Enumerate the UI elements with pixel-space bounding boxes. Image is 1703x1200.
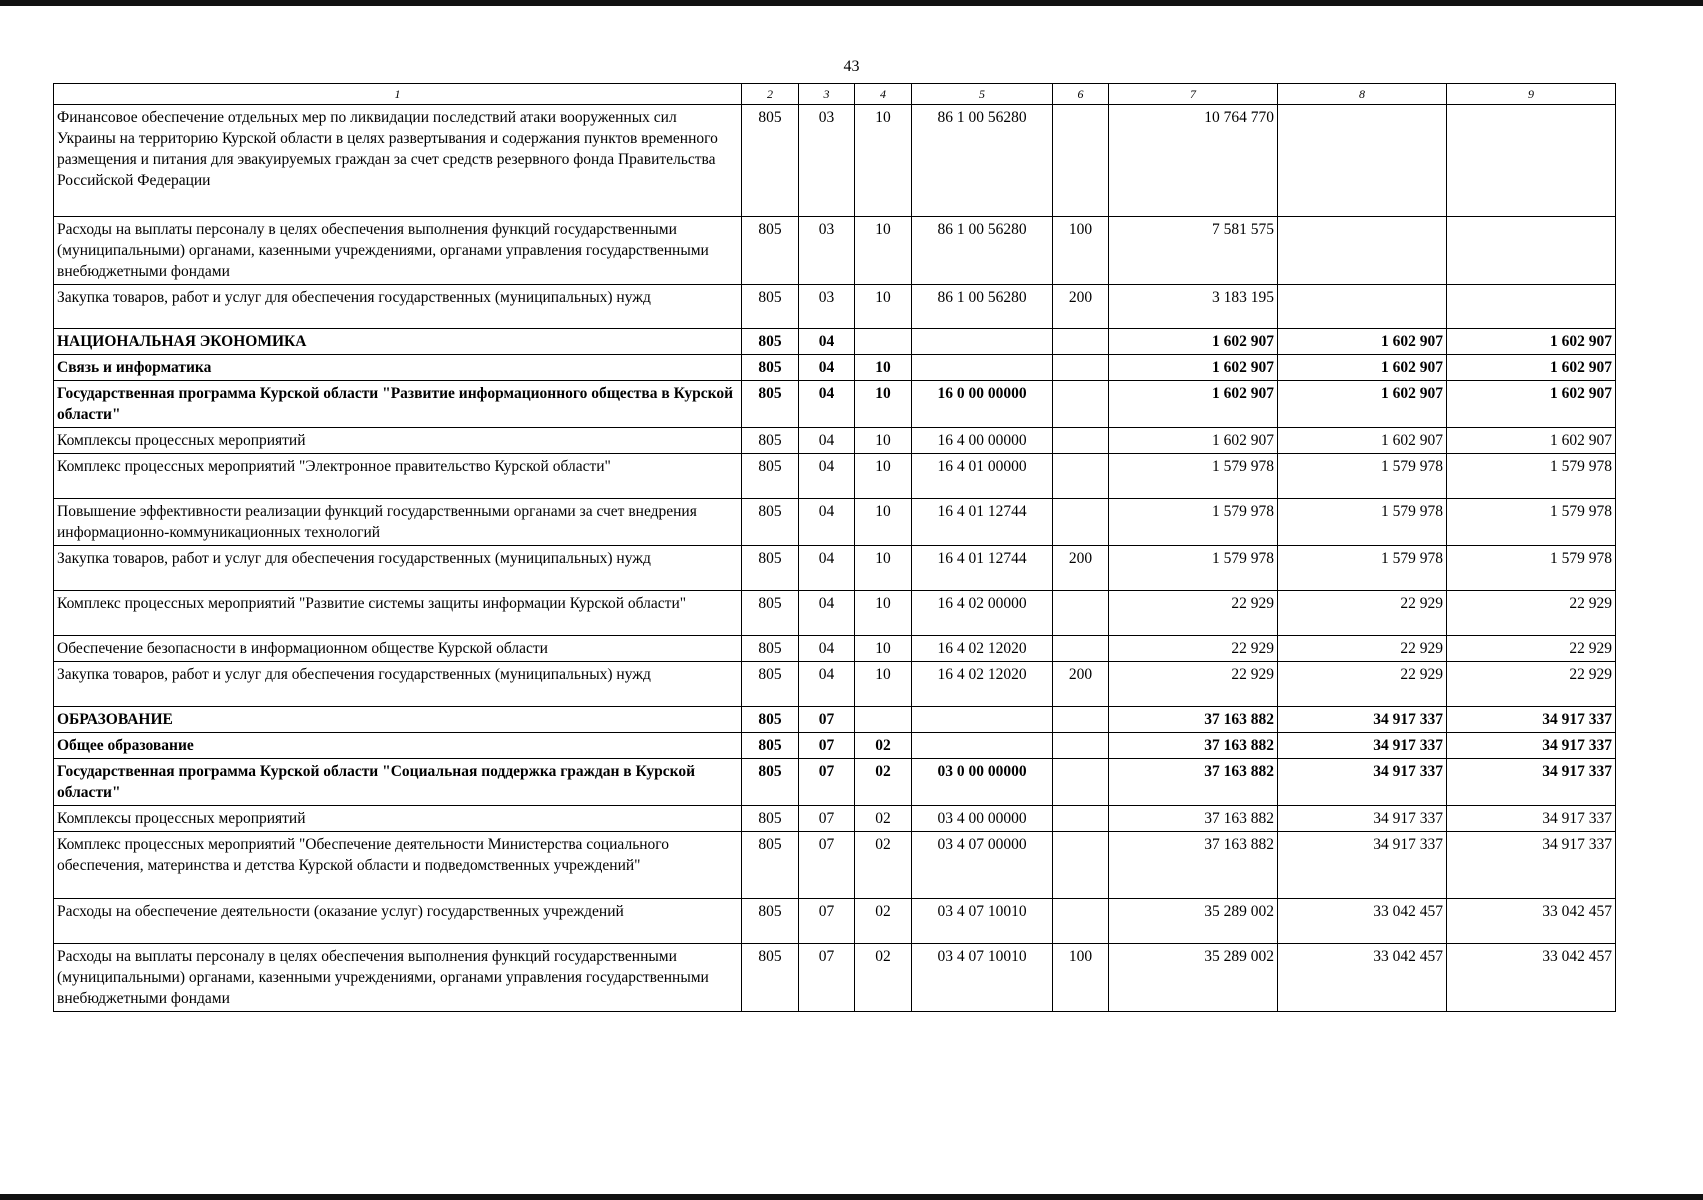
cell-target-article: 86 1 00 56280	[912, 217, 1053, 285]
cell-subsection: 10	[855, 217, 912, 285]
cell-amount-col8: 33 042 457	[1278, 899, 1447, 944]
cell-amount-col8: 1 579 978	[1278, 546, 1447, 591]
cell-subsection: 10	[855, 662, 912, 707]
cell-grbs: 805	[742, 591, 799, 636]
cell-amount-col9	[1447, 217, 1616, 285]
cell-amount-col8: 1 602 907	[1278, 329, 1447, 355]
table-row	[54, 285, 1616, 329]
cell-amount-col8	[1278, 217, 1447, 285]
table-row	[54, 662, 1616, 707]
table-row	[54, 329, 1616, 355]
cell-subsection: 10	[855, 381, 912, 428]
column-number: 5	[912, 84, 1053, 105]
table-row	[54, 454, 1616, 499]
cell-target-article: 16 0 00 00000	[912, 381, 1053, 428]
cell-amount-col7: 22 929	[1109, 662, 1278, 707]
page-number: 43	[843, 58, 860, 75]
cell-subsection: 02	[855, 899, 912, 944]
cell-amount-col9: 1 602 907	[1447, 381, 1616, 428]
cell-amount-col8: 1 602 907	[1278, 428, 1447, 454]
cell-subsection: 10	[855, 285, 912, 329]
row-name: Общее образование	[54, 733, 742, 759]
cell-section: 07	[799, 944, 855, 1012]
cell-amount-col8: 34 917 337	[1278, 707, 1447, 733]
cell-target-article	[912, 733, 1053, 759]
cell-expense-type: 100	[1053, 217, 1109, 285]
budget-table	[53, 83, 1616, 1012]
cell-section: 04	[799, 546, 855, 591]
row-name: Комплекс процессных мероприятий "Развитие системы защиты информации Курской области"	[54, 591, 742, 636]
cell-amount-col8: 22 929	[1278, 636, 1447, 662]
cell-grbs: 805	[742, 636, 799, 662]
row-name: Связь и информатика	[54, 355, 742, 381]
column-number: 2	[742, 84, 799, 105]
cell-section: 07	[799, 733, 855, 759]
cell-section: 04	[799, 591, 855, 636]
table-row	[54, 944, 1616, 1012]
cell-amount-col9: 22 929	[1447, 591, 1616, 636]
cell-amount-col7: 1 579 978	[1109, 454, 1278, 499]
cell-amount-col7: 35 289 002	[1109, 944, 1278, 1012]
cell-grbs: 805	[742, 428, 799, 454]
row-name: Комплекс процессных мероприятий "Обеспечение деятельности Министерства социального обеспечения, материнства и детства Курской области и подведомственных учреждений"	[54, 832, 742, 899]
cell-subsection: 10	[855, 428, 912, 454]
cell-expense-type	[1053, 428, 1109, 454]
cell-amount-col8: 34 917 337	[1278, 832, 1447, 899]
cell-amount-col9: 1 579 978	[1447, 454, 1616, 499]
bottom-border-line	[0, 1194, 1703, 1200]
cell-target-article: 16 4 02 12020	[912, 662, 1053, 707]
cell-amount-col8: 1 579 978	[1278, 454, 1447, 499]
column-number: 6	[1053, 84, 1109, 105]
row-name: НАЦИОНАЛЬНАЯ ЭКОНОМИКА	[54, 329, 742, 355]
cell-amount-col9: 22 929	[1447, 636, 1616, 662]
cell-grbs: 805	[742, 832, 799, 899]
cell-section: 07	[799, 806, 855, 832]
cell-grbs: 805	[742, 217, 799, 285]
row-name: Закупка товаров, работ и услуг для обеспечения государственных (муниципальных) нужд	[54, 546, 742, 591]
cell-expense-type	[1053, 591, 1109, 636]
cell-target-article: 16 4 00 00000	[912, 428, 1053, 454]
cell-amount-col7: 1 579 978	[1109, 546, 1278, 591]
cell-grbs: 805	[742, 707, 799, 733]
cell-subsection: 10	[855, 105, 912, 217]
cell-subsection: 10	[855, 499, 912, 546]
cell-amount-col8: 1 579 978	[1278, 499, 1447, 546]
cell-expense-type: 200	[1053, 546, 1109, 591]
cell-amount-col7: 37 163 882	[1109, 759, 1278, 806]
cell-amount-col8: 22 929	[1278, 662, 1447, 707]
cell-subsection: 02	[855, 806, 912, 832]
cell-subsection: 02	[855, 759, 912, 806]
cell-section: 04	[799, 329, 855, 355]
cell-amount-col7: 1 602 907	[1109, 381, 1278, 428]
cell-amount-col9: 34 917 337	[1447, 832, 1616, 899]
row-name: Комплекс процессных мероприятий "Электронное правительство Курской области"	[54, 454, 742, 499]
cell-expense-type	[1053, 759, 1109, 806]
row-name: Комплексы процессных мероприятий	[54, 806, 742, 832]
cell-section: 04	[799, 499, 855, 546]
cell-target-article: 16 4 01 00000	[912, 454, 1053, 499]
cell-amount-col9: 33 042 457	[1447, 899, 1616, 944]
row-name: Комплексы процессных мероприятий	[54, 428, 742, 454]
cell-expense-type	[1053, 355, 1109, 381]
table-row	[54, 759, 1616, 806]
cell-section: 03	[799, 285, 855, 329]
cell-amount-col9: 1 579 978	[1447, 546, 1616, 591]
cell-grbs: 805	[742, 329, 799, 355]
cell-target-article: 03 4 07 00000	[912, 832, 1053, 899]
cell-section: 07	[799, 899, 855, 944]
table-row	[54, 832, 1616, 899]
cell-expense-type	[1053, 899, 1109, 944]
cell-subsection: 02	[855, 944, 912, 1012]
cell-section: 04	[799, 355, 855, 381]
table-row	[54, 636, 1616, 662]
cell-expense-type	[1053, 636, 1109, 662]
cell-subsection: 10	[855, 591, 912, 636]
cell-amount-col8: 22 929	[1278, 591, 1447, 636]
table-row	[54, 546, 1616, 591]
column-number: 8	[1278, 84, 1447, 105]
cell-amount-col9	[1447, 105, 1616, 217]
table-row	[54, 217, 1616, 285]
row-name: ОБРАЗОВАНИЕ	[54, 707, 742, 733]
cell-grbs: 805	[742, 944, 799, 1012]
cell-section: 03	[799, 217, 855, 285]
cell-expense-type	[1053, 806, 1109, 832]
cell-amount-col9: 34 917 337	[1447, 759, 1616, 806]
cell-subsection: 10	[855, 546, 912, 591]
cell-grbs: 805	[742, 899, 799, 944]
cell-subsection	[855, 329, 912, 355]
cell-subsection: 02	[855, 832, 912, 899]
column-number: 1	[54, 84, 742, 105]
cell-amount-col7: 1 602 907	[1109, 355, 1278, 381]
cell-section: 04	[799, 454, 855, 499]
cell-amount-col8	[1278, 105, 1447, 217]
cell-grbs: 805	[742, 662, 799, 707]
cell-grbs: 805	[742, 381, 799, 428]
top-border-line	[0, 0, 1703, 6]
cell-expense-type	[1053, 454, 1109, 499]
cell-section: 04	[799, 662, 855, 707]
row-name: Государственная программа Курской области "Социальная поддержка граждан в Курской области"	[54, 759, 742, 806]
cell-section: 07	[799, 707, 855, 733]
cell-amount-col7: 37 163 882	[1109, 733, 1278, 759]
column-number: 3	[799, 84, 855, 105]
cell-subsection: 02	[855, 733, 912, 759]
cell-section: 04	[799, 428, 855, 454]
table-row	[54, 381, 1616, 428]
cell-amount-col8: 1 602 907	[1278, 355, 1447, 381]
cell-amount-col8	[1278, 285, 1447, 329]
cell-amount-col9: 1 602 907	[1447, 428, 1616, 454]
cell-amount-col9: 33 042 457	[1447, 944, 1616, 1012]
cell-target-article: 03 4 00 00000	[912, 806, 1053, 832]
cell-amount-col7: 37 163 882	[1109, 707, 1278, 733]
cell-expense-type	[1053, 832, 1109, 899]
column-number: 9	[1447, 84, 1616, 105]
cell-section: 04	[799, 381, 855, 428]
cell-expense-type: 100	[1053, 944, 1109, 1012]
cell-target-article: 16 4 02 00000	[912, 591, 1053, 636]
cell-amount-col8: 34 917 337	[1278, 759, 1447, 806]
cell-expense-type: 200	[1053, 285, 1109, 329]
cell-amount-col7: 1 579 978	[1109, 499, 1278, 546]
cell-target-article	[912, 355, 1053, 381]
table-row	[54, 499, 1616, 546]
cell-subsection: 10	[855, 454, 912, 499]
table-row	[54, 733, 1616, 759]
cell-amount-col9	[1447, 285, 1616, 329]
row-name: Расходы на выплаты персоналу в целях обеспечения выполнения функций государственными (муниципальными) органами, казенными учреждениями, органами управления государственными внебюджетными фондами	[54, 944, 742, 1012]
cell-expense-type	[1053, 707, 1109, 733]
cell-section: 04	[799, 636, 855, 662]
row-name: Расходы на обеспечение деятельности (оказание услуг) государственных учреждений	[54, 899, 742, 944]
cell-expense-type: 200	[1053, 662, 1109, 707]
cell-amount-col7: 3 183 195	[1109, 285, 1278, 329]
cell-section: 07	[799, 759, 855, 806]
cell-amount-col7: 7 581 575	[1109, 217, 1278, 285]
cell-amount-col8: 34 917 337	[1278, 733, 1447, 759]
column-number-row	[54, 84, 1616, 105]
cell-grbs: 805	[742, 759, 799, 806]
cell-grbs: 805	[742, 806, 799, 832]
column-number: 7	[1109, 84, 1278, 105]
row-name: Закупка товаров, работ и услуг для обеспечения государственных (муниципальных) нужд	[54, 662, 742, 707]
cell-target-article: 86 1 00 56280	[912, 105, 1053, 217]
cell-amount-col9: 22 929	[1447, 662, 1616, 707]
cell-amount-col9: 34 917 337	[1447, 707, 1616, 733]
cell-amount-col7: 35 289 002	[1109, 899, 1278, 944]
cell-amount-col9: 34 917 337	[1447, 806, 1616, 832]
cell-subsection	[855, 707, 912, 733]
cell-amount-col7: 22 929	[1109, 636, 1278, 662]
cell-grbs: 805	[742, 285, 799, 329]
table-row	[54, 428, 1616, 454]
table-row	[54, 591, 1616, 636]
cell-expense-type	[1053, 329, 1109, 355]
cell-amount-col8: 33 042 457	[1278, 944, 1447, 1012]
cell-target-article: 16 4 02 12020	[912, 636, 1053, 662]
cell-target-article	[912, 707, 1053, 733]
cell-amount-col9: 1 602 907	[1447, 329, 1616, 355]
cell-target-article: 16 4 01 12744	[912, 499, 1053, 546]
cell-expense-type	[1053, 733, 1109, 759]
row-name: Повышение эффективности реализации функций государственными органами за счет внедрения информационно-коммуникационных технологий	[54, 499, 742, 546]
cell-grbs: 805	[742, 499, 799, 546]
cell-amount-col7: 37 163 882	[1109, 832, 1278, 899]
cell-amount-col7: 1 602 907	[1109, 428, 1278, 454]
cell-amount-col8: 1 602 907	[1278, 381, 1447, 428]
cell-target-article: 03 0 00 00000	[912, 759, 1053, 806]
column-number: 4	[855, 84, 912, 105]
cell-amount-col9: 34 917 337	[1447, 733, 1616, 759]
cell-section: 07	[799, 832, 855, 899]
cell-amount-col7: 22 929	[1109, 591, 1278, 636]
table-row	[54, 899, 1616, 944]
cell-grbs: 805	[742, 546, 799, 591]
cell-amount-col7: 10 764 770	[1109, 105, 1278, 217]
cell-grbs: 805	[742, 454, 799, 499]
table-row	[54, 355, 1616, 381]
row-name: Обеспечение безопасности в информационном обществе Курской области	[54, 636, 742, 662]
cell-amount-col7: 1 602 907	[1109, 329, 1278, 355]
cell-target-article: 86 1 00 56280	[912, 285, 1053, 329]
cell-expense-type	[1053, 105, 1109, 217]
cell-target-article: 16 4 01 12744	[912, 546, 1053, 591]
cell-target-article: 03 4 07 10010	[912, 899, 1053, 944]
cell-section: 03	[799, 105, 855, 217]
cell-grbs: 805	[742, 733, 799, 759]
table-row	[54, 105, 1616, 217]
cell-expense-type	[1053, 499, 1109, 546]
table-row	[54, 707, 1616, 733]
cell-grbs: 805	[742, 355, 799, 381]
cell-subsection: 10	[855, 355, 912, 381]
cell-expense-type	[1053, 381, 1109, 428]
cell-target-article	[912, 329, 1053, 355]
cell-amount-col9: 1 602 907	[1447, 355, 1616, 381]
cell-amount-col8: 34 917 337	[1278, 806, 1447, 832]
row-name: Расходы на выплаты персоналу в целях обеспечения выполнения функций государственными (муниципальными) органами, казенными учреждениями, органами управления государственными внебюджетными фондами	[54, 217, 742, 285]
cell-amount-col7: 37 163 882	[1109, 806, 1278, 832]
table-row	[54, 806, 1616, 832]
cell-subsection: 10	[855, 636, 912, 662]
cell-target-article: 03 4 07 10010	[912, 944, 1053, 1012]
cell-grbs: 805	[742, 105, 799, 217]
row-name: Финансовое обеспечение отдельных мер по ликвидации последствий атаки вооруженных сил Украины на территорию Курской области в целях развертывания и содержания пунктов временного размещения и питания для эвакуируемых граждан за счет средств резервного фонда Правительства Российской Федерации	[54, 105, 742, 217]
row-name: Закупка товаров, работ и услуг для обеспечения государственных (муниципальных) нужд	[54, 285, 742, 329]
cell-amount-col9: 1 579 978	[1447, 499, 1616, 546]
row-name: Государственная программа Курской области "Развитие информационного общества в Курской области"	[54, 381, 742, 428]
